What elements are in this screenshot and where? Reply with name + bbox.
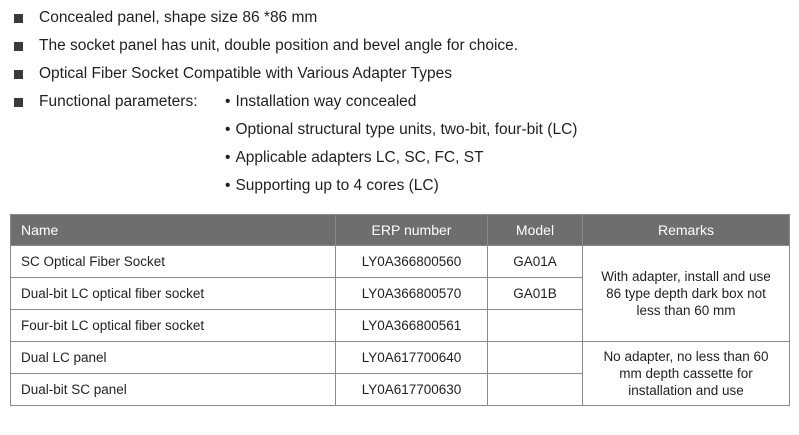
cell-erp: LY0A366800560	[336, 246, 488, 278]
parameter-text: Optional structural type units, two-bit, four-bit (LC)	[235, 121, 578, 138]
cell-remarks-with-adapter: With adapter, install and use 86 type depth dark box not less than 60 mm	[583, 246, 790, 342]
cell-name: Dual LC panel	[11, 342, 336, 374]
column-header-name: Name	[11, 215, 336, 246]
column-header-remarks: Remarks	[583, 215, 790, 246]
cell-model	[488, 310, 583, 342]
table-row	[11, 342, 790, 374]
cell-erp: LY0A366800570	[336, 278, 488, 310]
cell-name: Four-bit LC optical fiber socket	[11, 310, 336, 342]
dot-bullet-icon: •	[225, 93, 231, 110]
parameter-text: Supporting up to 4 cores (LC)	[235, 177, 439, 194]
parameter-text: Applicable adapters LC, SC, FC, ST	[235, 149, 484, 166]
cell-remarks-no-adapter: No adapter, no less than 60 mm depth cassette for installation and use	[583, 342, 790, 406]
dot-bullet-icon: •	[225, 149, 231, 166]
parameter-text: Installation way concealed	[235, 93, 417, 110]
square-bullet-icon	[14, 42, 23, 51]
feature-text: The socket panel has unit, double position and bevel angle for choice.	[39, 37, 519, 54]
parameter-item	[225, 120, 577, 140]
cell-erp: LY0A617700640	[336, 342, 488, 374]
cell-name: Dual-bit LC optical fiber socket	[11, 278, 336, 310]
cell-model: GA01B	[488, 278, 583, 310]
list-item	[10, 36, 789, 56]
feature-text: Optical Fiber Socket Compatible with Various Adapter Types	[39, 65, 452, 82]
product-table	[10, 214, 790, 406]
table-header	[11, 215, 790, 246]
table-header-row	[11, 215, 790, 246]
square-bullet-icon	[14, 98, 23, 107]
feature-list	[10, 8, 789, 204]
cell-name: Dual-bit SC panel	[11, 374, 336, 406]
square-bullet-icon	[14, 14, 23, 23]
parameter-item	[225, 176, 577, 196]
cell-model: GA01A	[488, 246, 583, 278]
dot-bullet-icon: •	[225, 121, 231, 138]
column-header-model: Model	[488, 215, 583, 246]
column-header-erp: ERP number	[336, 215, 488, 246]
list-item	[10, 8, 789, 28]
list-item-parameters	[10, 92, 789, 204]
cell-model	[488, 342, 583, 374]
feature-text: Concealed panel, shape size 86 *86 mm	[39, 9, 318, 26]
cell-name: SC Optical Fiber Socket	[11, 246, 336, 278]
parameter-item	[225, 92, 577, 112]
list-item	[10, 64, 789, 84]
table-body	[11, 246, 790, 406]
parameter-sublist	[225, 92, 577, 204]
cell-erp: LY0A617700630	[336, 374, 488, 406]
square-bullet-icon	[14, 70, 23, 79]
parameter-item	[225, 148, 577, 168]
cell-model	[488, 374, 583, 406]
dot-bullet-icon: •	[225, 177, 231, 194]
cell-erp: LY0A366800561	[336, 310, 488, 342]
parameters-label: Functional parameters:	[39, 93, 198, 110]
table-row	[11, 246, 790, 278]
